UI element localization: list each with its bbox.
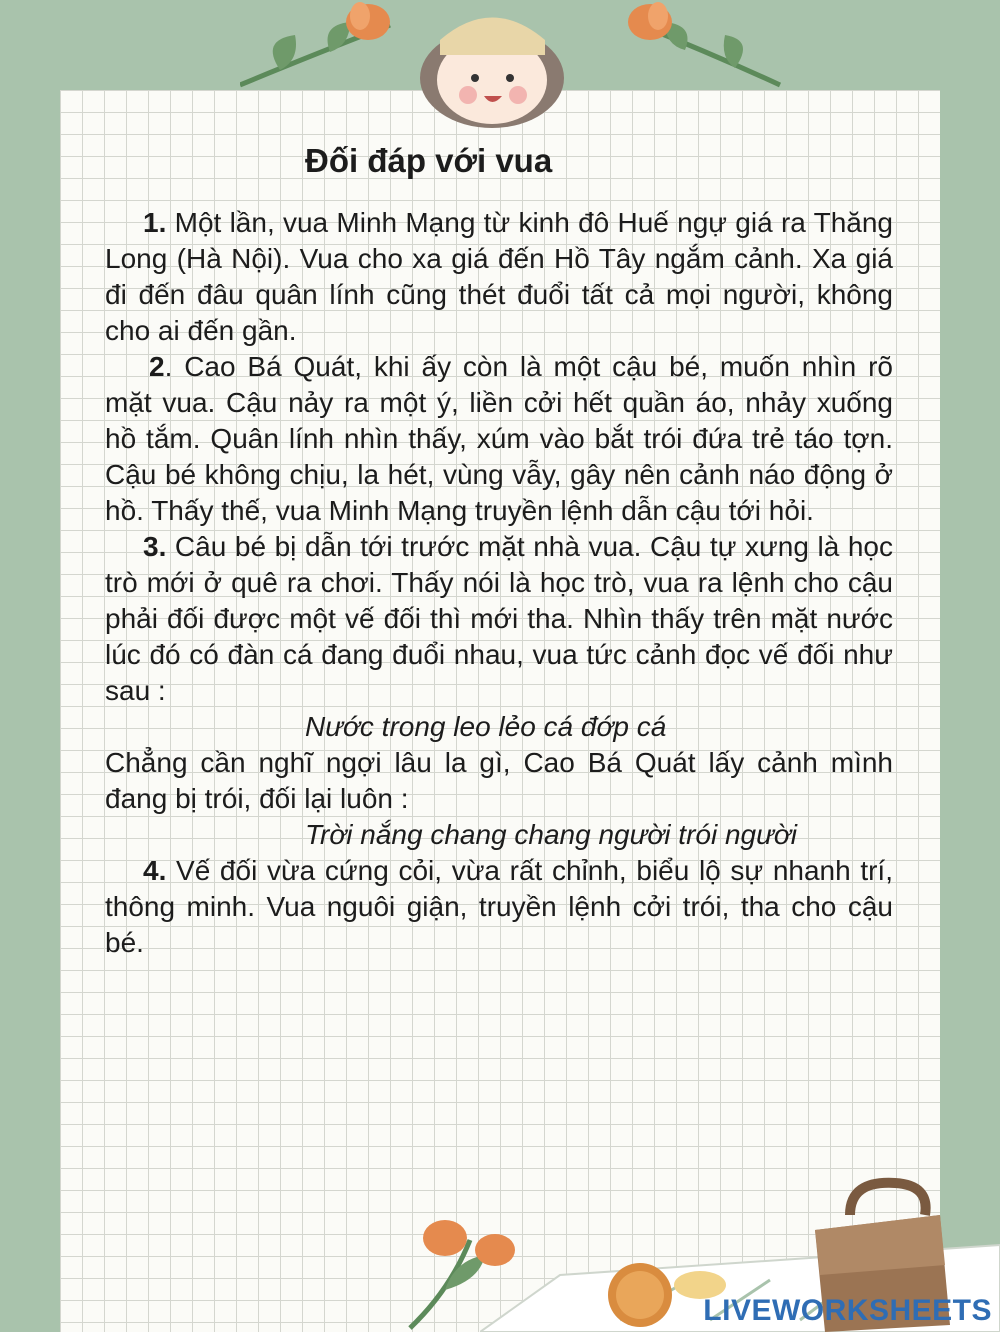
verse-line-1: Nước trong leo lẻo cá đớp cá (305, 711, 667, 742)
paragraph-text: Một lần, vua Minh Mạng từ kinh đô Huế ngự giá ra Thăng Long (Hà Nội). Vua cho xa giá đến Hồ Tây ngắm cảnh. Xa giá đi đến đâu quân lính cũng thét đuổi tất cả mọi người, không cho ai đến gần. (105, 207, 893, 346)
paragraph-number: 1. (143, 207, 167, 238)
paragraph-1 (105, 205, 893, 349)
paragraph-number: 3. (143, 531, 167, 562)
paragraph-text: . Cao Bá Quát, khi ấy còn là một cậu bé, muốn nhìn rõ mặt vua. Cậu nảy ra một ý, liền cởi hết quần áo, nhảy xuống hồ tắm. Quân lính nhìn thấy, xúm vào bắt trói đứa trẻ táo tợn. Cậu bé không chịu, la hét, vùng vẫy, gây nên cảnh náo động ở hồ. Thấy thế, vua Minh Mạng truyền lệnh dẫn cậu tới hỏi. (105, 351, 893, 526)
paragraph-2 (105, 349, 893, 529)
story-body (105, 205, 893, 961)
paragraph-4 (105, 853, 893, 961)
paragraph-text: Câu bé bị dẫn tới trước mặt nhà vua. Cậu tự xưng là học trò mới ở quê ra chơi. Thấy nói là học trò, vua ra lệnh cho cậu phải đối được một vế đối thì mới tha. Nhìn thấy trên mặt nước lúc đó có đàn cá đang đuổi nhau, vua tức cảnh đọc vế đối như sau : (105, 531, 893, 706)
paragraph-number: 2 (149, 351, 165, 382)
girl-face-icon (410, 0, 575, 130)
tulip-right-icon (615, 0, 785, 95)
paragraph-3 (105, 529, 893, 709)
paragraph-plain: Chẳng cần nghĩ ngợi lâu la gì, Cao Bá Quát lấy cảnh mình đang bị trói, đối lại luôn : (105, 747, 893, 814)
paragraph-number: 4. (143, 855, 167, 886)
page-title: Đối đáp với vua (305, 142, 553, 179)
verse-line-2: Trời nắng chang chang người trói người (305, 819, 798, 850)
tulip-left-icon (240, 0, 400, 95)
liveworksheets-watermark: LIVEWORKSHEETS (703, 1294, 992, 1327)
paragraph-text: Vế đối vừa cứng cỏi, vừa rất chỉnh, biểu lộ sự nhanh trí, thông minh. Vua nguôi giận, truyền lệnh cởi trói, tha cho cậu bé. (105, 855, 893, 958)
